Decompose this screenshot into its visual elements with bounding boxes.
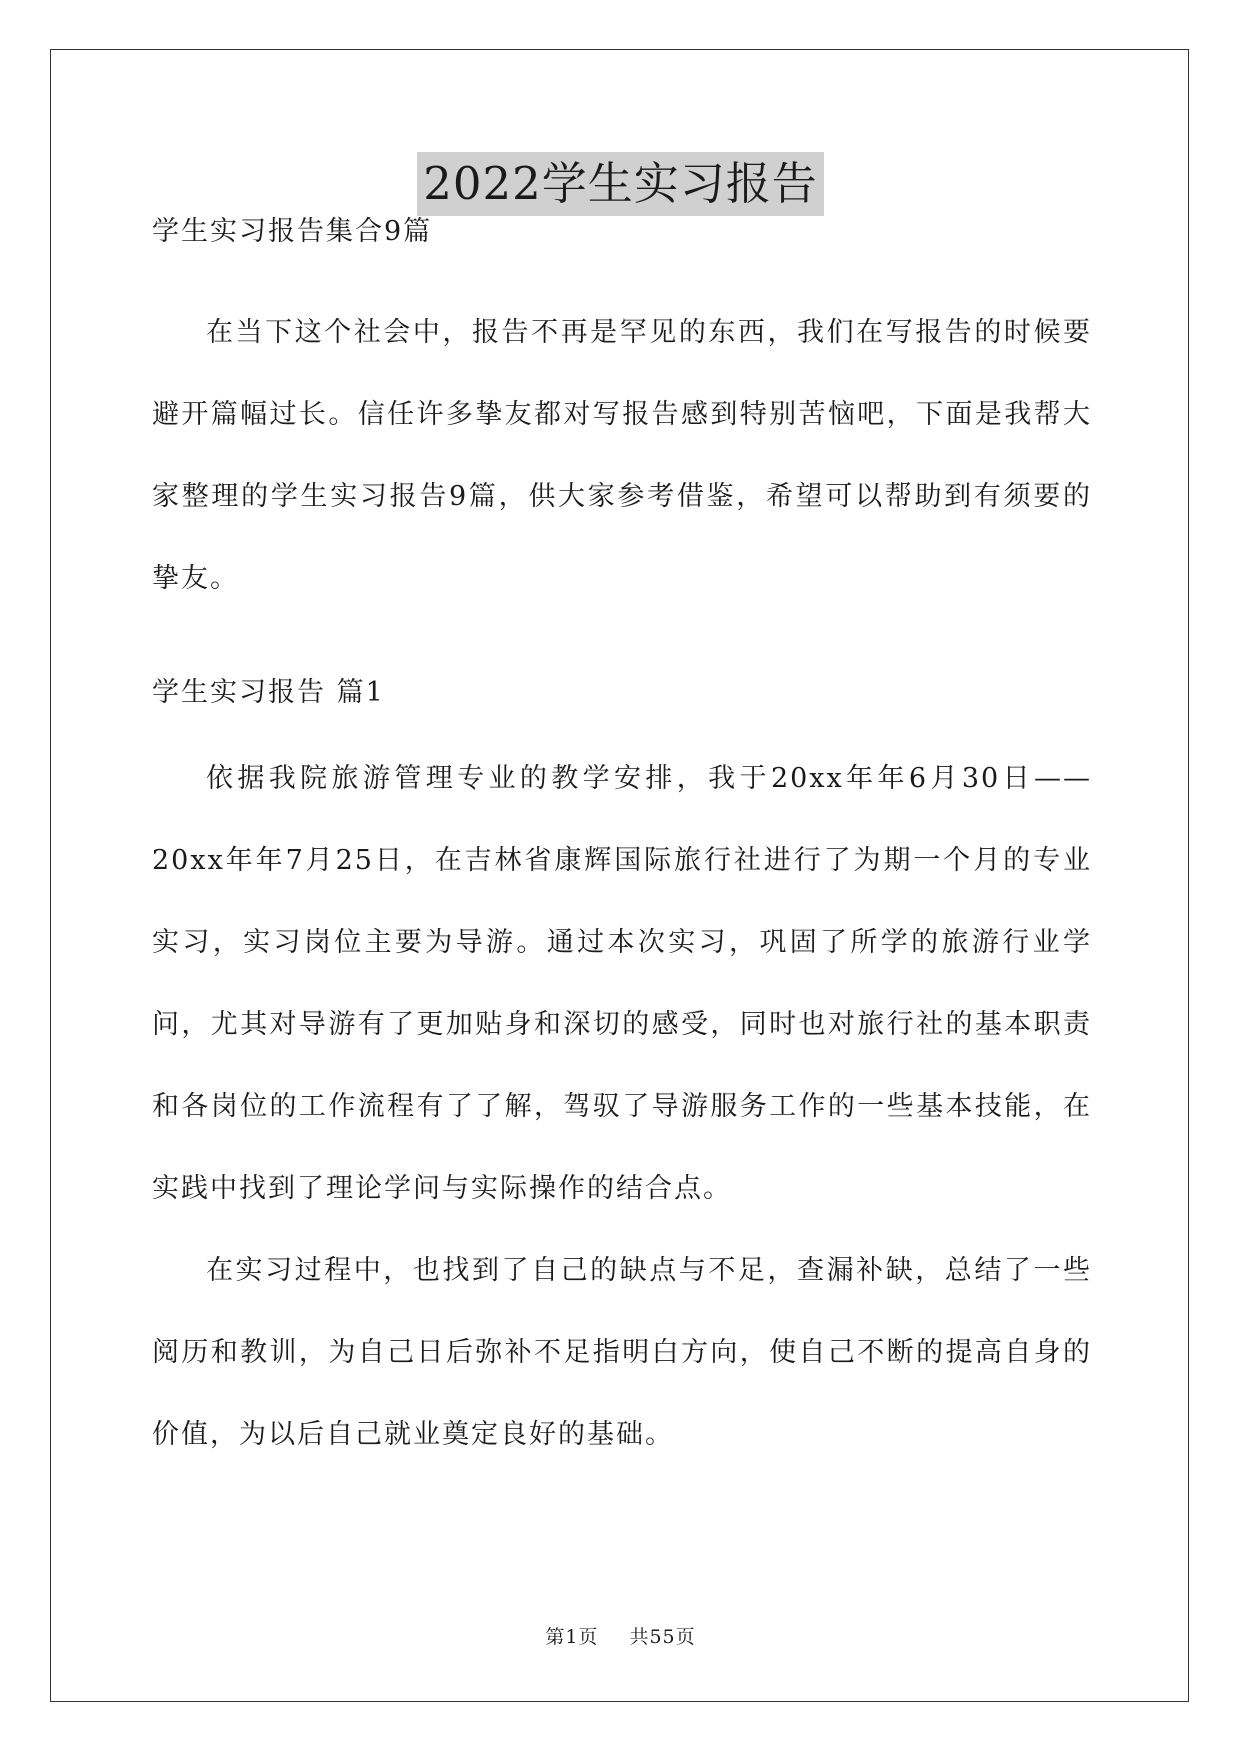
page-number: 第1页 xyxy=(545,1626,599,1648)
intro-paragraph: 在当下这个社会中，报告不再是罕见的东西，我们在写报告的时候要避开篇幅过长。信任许多挚友都对写报告感到特别苦恼吧，下面是我帮大家整理的学生实习报告9篇，供大家参考借鉴，希望可以帮助到有须要的挚友。 xyxy=(152,317,1092,594)
subtitle-block xyxy=(152,191,1092,273)
intro-block xyxy=(152,292,1092,620)
section-heading: 学生实习报告 篇1 xyxy=(152,677,385,708)
body-paragraph-1: 依据我院旅游管理专业的教学安排，我于20xx年年6月30日——20xx年年7月25日，在吉林省康辉国际旅行社进行了为期一个月的专业实习，实习岗位主要为导游。通过本次实习，巩固了所学的旅游行业学问，尤其对导游有了更加贴身和深切的感受，同时也对旅行社的基本职责和各岗位的工作流程有了了解，驾驭了导游服务工作的一些基本技能，在实践中找到了理论学问与实际操作的结合点。 xyxy=(152,763,1092,1204)
section-heading-block xyxy=(152,652,1092,734)
total-pages: 共55页 xyxy=(629,1626,696,1648)
document-subtitle: 学生实习报告集合9篇 xyxy=(152,216,433,247)
document-title: 2022学生实习报告 xyxy=(417,152,824,216)
page-footer xyxy=(0,1622,1241,1649)
body-block xyxy=(152,738,1092,1476)
body-paragraph-2: 在实习过程中，也找到了自己的缺点与不足，查漏补缺，总结了一些阅历和教训，为自己日后弥补不足指明白方向，使自己不断的提高自身的价值，为以后自己就业奠定良好的基础。 xyxy=(152,1255,1092,1450)
